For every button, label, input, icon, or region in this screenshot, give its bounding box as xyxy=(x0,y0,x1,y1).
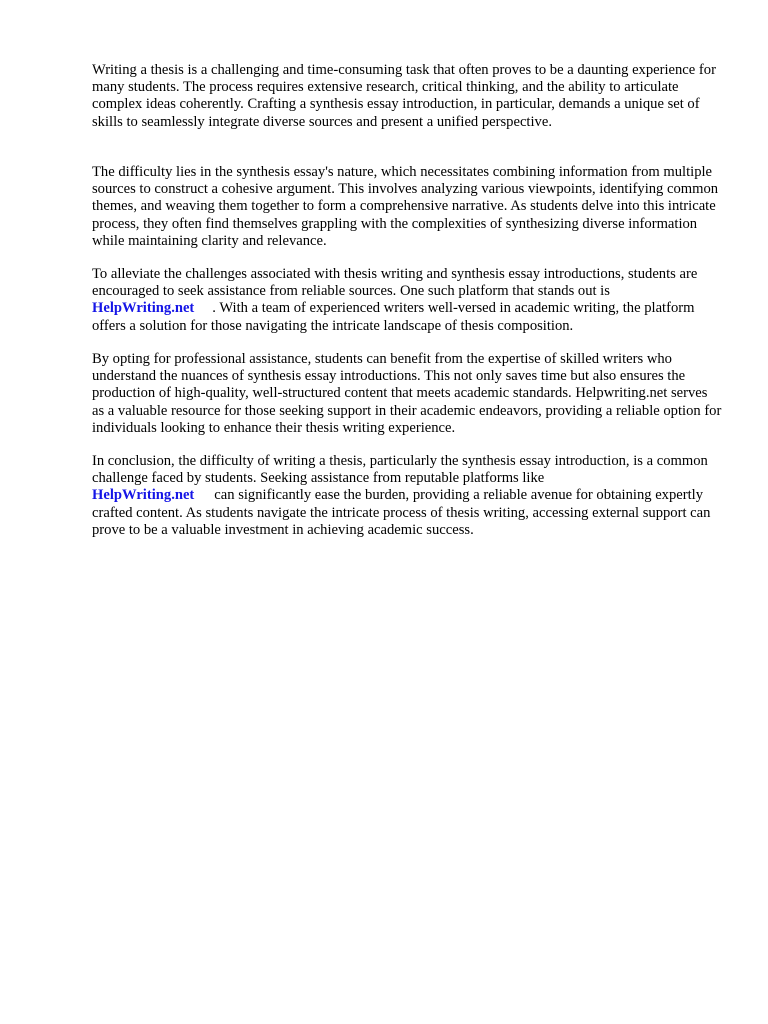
paragraph-assistance-text-after: . With a team of experienced writers well-versed in academic writing, the platform offers a solution for those navigating the intricate landscape of thesis composition. xyxy=(92,300,695,334)
paragraph-conclusion-text-after: can significantly ease the burden, providing a reliable avenue for obtaining expertly crafted content. As students navigate the intricate process of thesis writing, accessing external support can prove to be a valuable investment in achieving academic success. xyxy=(92,487,711,538)
paragraph-intro: Writing a thesis is a challenging and time-consuming task that often proves to be a daunting experience for many students. The process requires extensive research, critical thinking, and the ability to articulate complex ideas coherently. Crafting a synthesis essay introduction, in particular, demands a unique set of skills to seamlessly integrate diverse sources and present a unified perspective. xyxy=(92,62,716,130)
paragraph-assistance xyxy=(92,266,722,335)
document-page xyxy=(92,62,722,555)
paragraph-conclusion xyxy=(92,453,722,539)
paragraph-assistance-text-before: To alleviate the challenges associated with thesis writing and synthesis essay introductions, students are encouraged to seek assistance from reliable sources. One such platform that stands out is xyxy=(92,266,698,300)
paragraph-conclusion-text-before: In conclusion, the difficulty of writing a thesis, particularly the synthesis essay introduction, is a common challenge faced by students. Seeking assistance from reputable platforms like xyxy=(92,453,708,487)
paragraph-benefits: By opting for professional assistance, students can benefit from the expertise of skilled writers who understand the nuances of synthesis essay introductions. This not only saves time but also ensures the production of high-quality, well-structured content that meets academic standards. Helpwriting.net serves as a valuable resource for those seeking support in their academic endeavors, providing a reliable option for individuals looking to enhance their thesis writing experience. xyxy=(92,351,722,436)
helpwriting-link[interactable]: HelpWriting.net xyxy=(92,300,195,317)
paragraph-difficulty: The difficulty lies in the synthesis essay's nature, which necessitates combining information from multiple sources to construct a cohesive argument. This involves analyzing various viewpoints, identifying common themes, and weaving them together to form a comprehensive narrative. As students delve into this intricate process, they often find themselves grappling with the complexities of synthesizing diverse information while maintaining clarity and relevance. xyxy=(92,164,719,249)
helpwriting-link-conclusion[interactable]: HelpWriting.net xyxy=(92,487,195,504)
